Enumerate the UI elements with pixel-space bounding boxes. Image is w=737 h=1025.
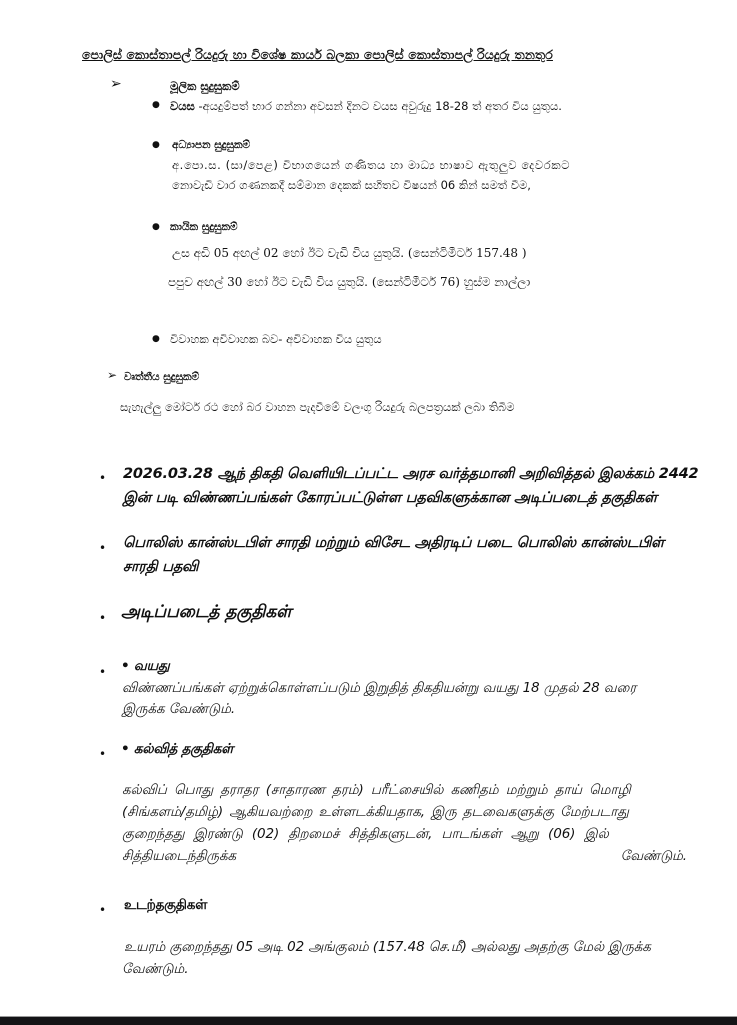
bullet-icon: • <box>99 665 107 679</box>
age-line-1-ta: விண்ணப்பங்கள் ஏற்றுக்கொள்ளப்படும் இறுதித் திகதியன்று வயது 18 முதல் 28 வரை <box>122 680 637 696</box>
bullet-icon: ● <box>152 222 160 232</box>
education-heading-ta: • கல்வித் தகுதிகள் <box>121 741 234 757</box>
education-line-2-si: නොවැඩි වාර ගණනකදී සම්මාන දෙකක් සහිතව විෂයන් 06 කින් සමත් වීම, <box>172 178 531 192</box>
age-heading-ta: • வயது <box>121 658 170 674</box>
education-line-2-ta: (சிங்களம்/தமிழ்) ஆகியவற்றை உள்ளடக்கியதாக, இரு தடவைகளுக்கு மேற்படாது <box>122 804 629 820</box>
age-label: වයස <box>170 99 195 113</box>
position-line-2: சாரதி பதவி <box>123 559 199 575</box>
license-requirement-si: සැහැල්ලු මෝටර් රථ හෝ බර වාහන පැදවීමේ වලංගු රියදුරු බලපත්‍රයක් ලබා තිබීම <box>120 400 515 414</box>
height-requirement-si: උස අඩි 05 අඟල් 02 හෝ ඊට වැඩි විය යුතුයි. (සෙන්ටිමීටර් 157.48 ) <box>172 246 527 260</box>
bullet-icon: • <box>99 611 107 625</box>
bullet-icon: • <box>99 903 107 917</box>
marital-requirement-si: විවාහක අවිවාහක බව- අවිවාහක විය යුතුය <box>170 332 382 346</box>
age-requirement <box>170 99 562 114</box>
age-text: -අයදුම්පත් භාර ගන්නා අවසන් දිනට වයස අවුරුදු 18-28 ත් අතර විය යුතුය. <box>194 99 562 113</box>
physical-heading-si: කායික සුදුසුකම් <box>170 221 238 233</box>
height-line-2-ta: வேண்டும். <box>122 961 189 977</box>
bullet-icon: • <box>99 747 107 761</box>
education-line-4a-ta: சித்தியடைந்திருக்க <box>122 848 237 864</box>
bullet-icon: ● <box>152 140 160 150</box>
chest-requirement-si: පපුව අඟල් 30 හෝ ඊට වැඩි විය යුතුයි. (සෙන්ටිමීටර් 76) හුස්ම නාල්ලා <box>168 275 531 289</box>
physical-heading-ta: உடற்தகுதிகள் <box>124 897 208 913</box>
arrow-bullet-icon: ➢ <box>107 368 118 382</box>
position-line-1: பொலிஸ் கான்ஸ்டபிள் சாரதி மற்றும் விசேட அதிரடிப் படை பொலிஸ் கான்ஸ்டபிள் <box>123 535 664 551</box>
bullet-icon: • <box>99 471 107 485</box>
gazette-line-1: 2026.03.28 ஆந் திகதி வெளியிடப்பட்ட அரச வர்த்தமானி அறிவித்தல் இலக்கம் 2442 <box>123 466 699 482</box>
education-line-4-ta <box>122 848 687 866</box>
basic-qualifications-heading-ta: அடிப்படைத் தகுதிகள் <box>121 602 292 622</box>
education-line-4b-ta: வேண்டும். <box>620 848 687 864</box>
bullet-icon: ● <box>152 100 160 110</box>
education-line-3-ta: குறைந்தது இரண்டு (02) திறமைச் சித்திகளுடன், பாடங்கள் ஆறு (06) இல் <box>122 826 609 842</box>
education-line-1-si: අ.පො.ස. (සා/පෙළ) විභාගයෙන් ගණිතය හා මාධ්‍ය භාෂාව ඇතුලුව දෙවරකට <box>172 158 571 172</box>
bullet-icon: • <box>99 541 107 555</box>
education-heading-si: අධ්‍යාපන සුදුසුකම් <box>172 139 251 151</box>
basic-qualifications-heading: මූලික සුදුසුකම් <box>170 79 240 93</box>
gazette-line-2: இன் படி விண்ணப்பங்கள் கோரப்பட்டுள்ள பதவிகளுக்கான அடிப்படைத் தகுதிகள் <box>123 490 658 506</box>
age-line-2-ta: இருக்க வேண்டும். <box>122 701 236 717</box>
document-title: පොලිස් කොස්තාපල් රියදුරු හා විශේෂ කාර්ය බලකා පොලිස් කොස්තාපල් රියදුරු තනතුර <box>82 47 553 62</box>
height-line-1-ta: உயரம் குறைந்தது 05 அடி 02 அங்குலம் (157.48 செ.மீ) அல்லது அதற்கு மேல் இருக்க <box>124 939 651 955</box>
arrow-bullet-icon: ➢ <box>110 76 122 92</box>
bullet-icon: ● <box>152 334 160 344</box>
professional-heading-si: වෘත්තීය සුදුසුකම් <box>124 371 200 383</box>
education-line-1-ta: கல்விப் பொது தராதர (சாதாரண தரம்) பரீட்சையில் கணிதம் மற்றும் தாய் மொழி <box>122 782 631 798</box>
